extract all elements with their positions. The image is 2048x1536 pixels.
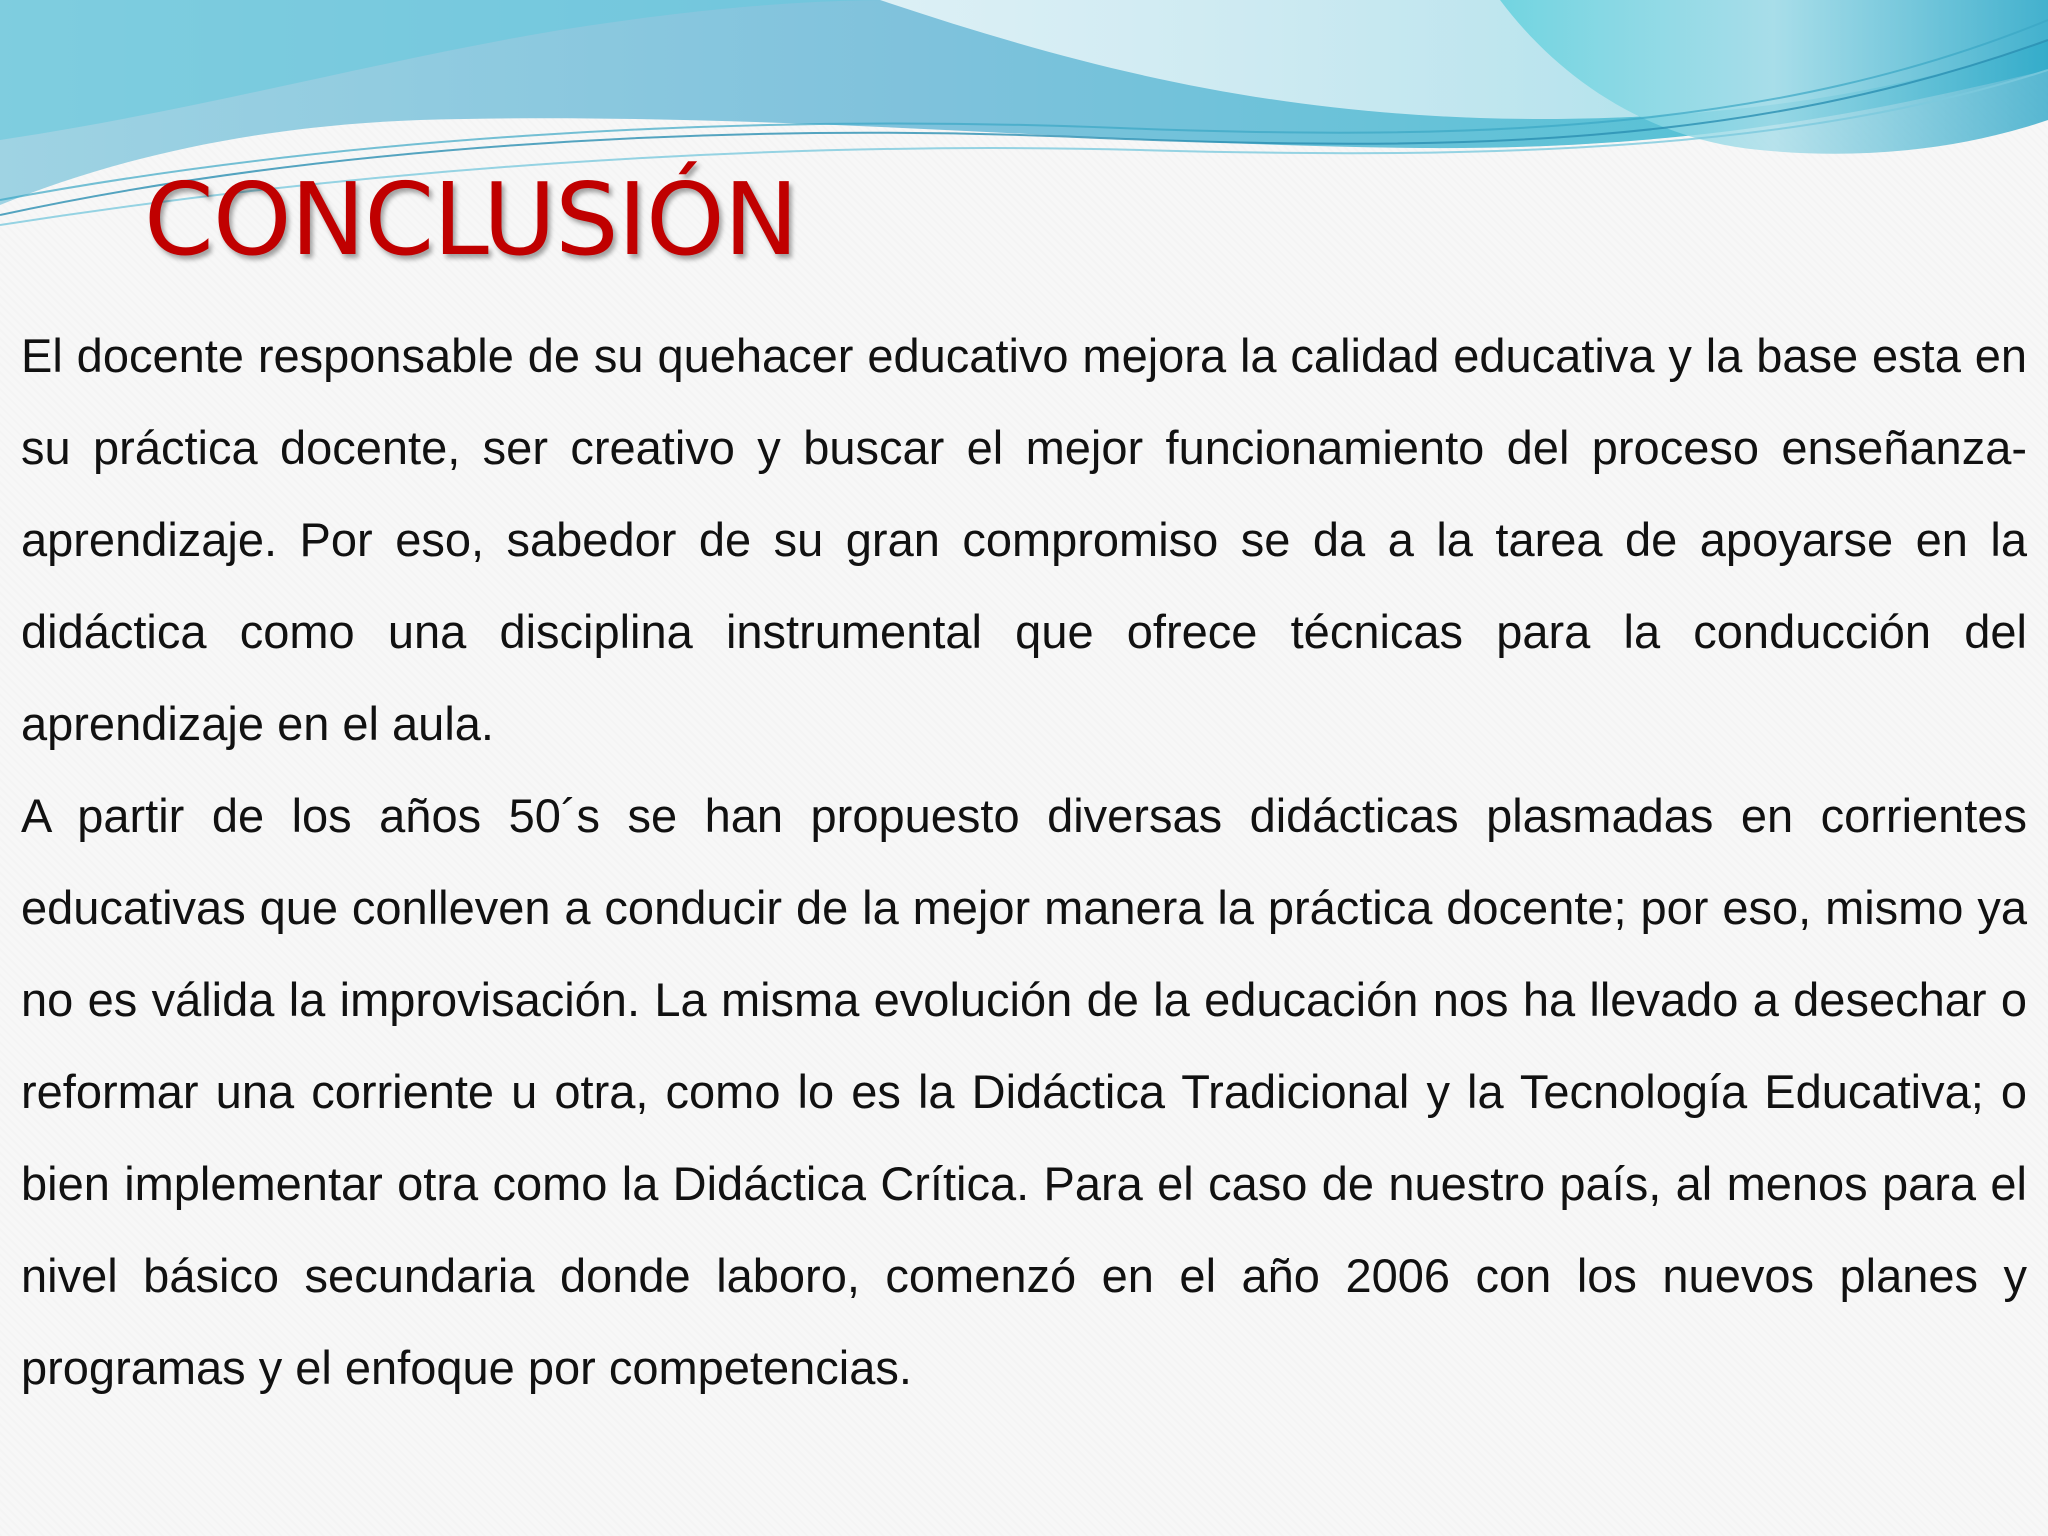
- slide-body: [21, 310, 2027, 1414]
- paragraph-1: El docente responsable de su quehacer educativo mejora la calidad educativa y la base esta en su práctica docente, ser creativo y buscar el mejor funcionamiento del proceso enseñanza-aprendizaje. Por eso, sabedor de su gran compromiso se da a la tarea de apoyarse en la didáctica como una disciplina instrumental que ofrece técnicas para la conducción del aprendizaje en el aula.: [21, 329, 2027, 750]
- paragraph-2: A partir de los años 50´s se han propuesto diversas didácticas plasmadas en corrientes educativas que conlleven a conducir de la mejor manera la práctica docente; por eso, mismo ya no es válida la improvisación. La misma evolución de la educación nos ha llevado a desechar o reformar una corriente u otra, como lo es la Didáctica Tradicional y la Tecnología Educativa; o bien implementar otra como la Didáctica Crítica. Para el caso de nuestro país, al menos para el nivel básico secundaria donde laboro, comenzó en el año 2006 con los nuevos planes y programas y el enfoque por competencias.: [21, 789, 2027, 1394]
- slide-title: CONCLUSIÓN: [144, 161, 798, 278]
